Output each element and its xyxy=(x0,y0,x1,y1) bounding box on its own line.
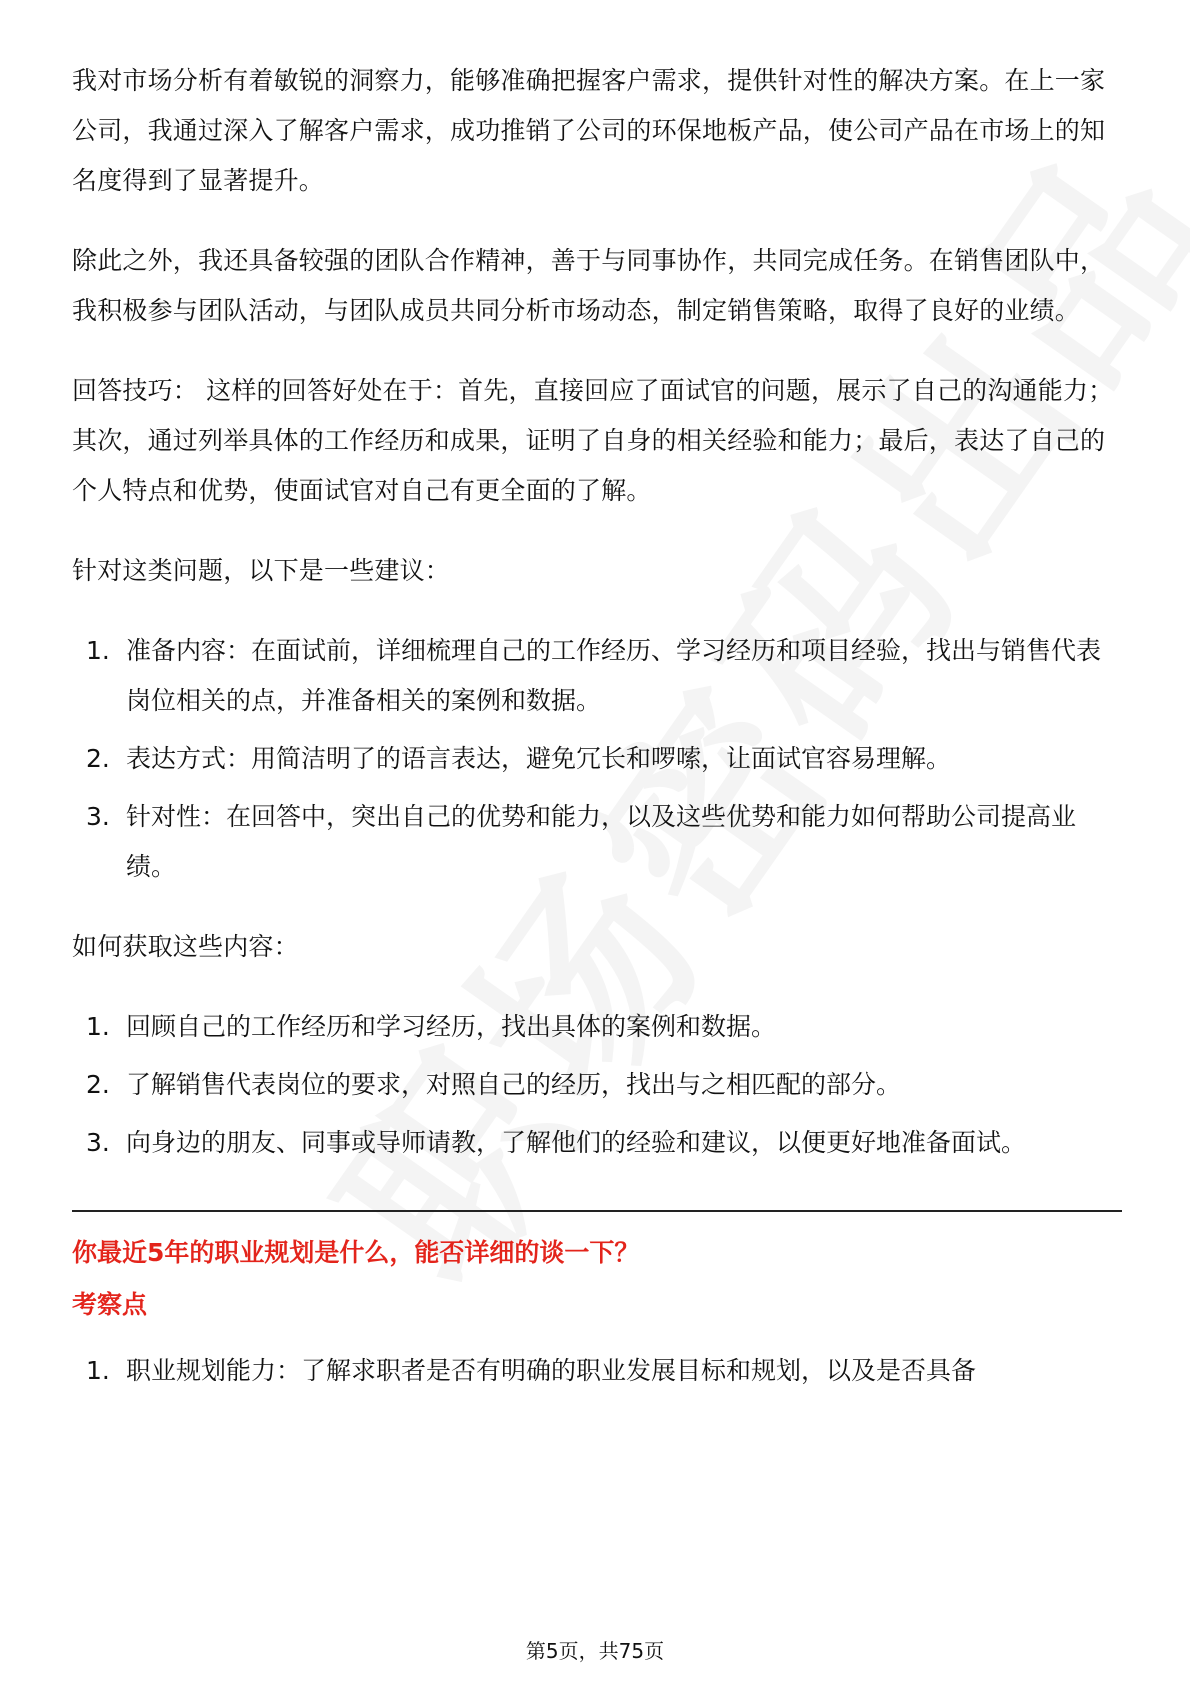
paragraph-suggestions-intro: 针对这类问题，以下是一些建议： xyxy=(72,556,451,585)
interview-question-heading: 你最近5年的职业规划是什么，能否详细的谈一下？ xyxy=(72,1238,640,1267)
list-item xyxy=(72,626,1122,726)
section-divider xyxy=(72,1210,1122,1212)
list-item xyxy=(72,792,1122,892)
paragraph-market-insight: 我对市场分析有着敏锐的洞察力，能够准确把握客户需求，提供针对性的解决方案。在上一家公司，我通过深入了解客户需求，成功推销了公司的环保地板产品，使公司产品在市场上的知名度得到了显著提升。 xyxy=(72,66,1106,195)
list-item-text: 准备内容：在面试前，详细梳理自己的工作经历、学习经历和项目经验，找出与销售代表岗位相关的点，并准备相关的案例和数据。 xyxy=(126,636,1102,715)
list-item-number: 3. xyxy=(86,802,110,831)
list-item-number: 1. xyxy=(86,1012,110,1041)
list-item xyxy=(72,1060,1122,1110)
list-item xyxy=(72,1002,1122,1052)
list-item-text: 回顾自己的工作经历和学习经历，找出具体的案例和数据。 xyxy=(126,1012,777,1041)
list-item-text: 针对性：在回答中，突出自己的优势和能力，以及这些优势和能力如何帮助公司提高业绩。 xyxy=(126,802,1077,881)
list-item-number: 1. xyxy=(86,636,110,665)
list-item-number: 2. xyxy=(86,1070,110,1099)
page-number-footer: 第5页，共75页 xyxy=(525,1639,665,1663)
focus-points-list xyxy=(72,1346,1122,1396)
list-item-text: 表达方式：用简洁明了的语言表达，避免冗长和啰嗦，让面试官容易理解。 xyxy=(126,744,952,773)
list-item xyxy=(72,1346,1122,1396)
list-item-text: 向身边的朋友、同事或导师请教，了解他们的经验和建议，以便更好地准备面试。 xyxy=(126,1128,1027,1157)
list-item-number: 1. xyxy=(86,1356,110,1385)
paragraph-answer-tips: 回答技巧： 这样的回答好处在于：首先，直接回应了面试官的问题，展示了自己的沟通能力；其次，通过列举具体的工作经历和成果，证明了自身的相关经验和能力；最后，表达了自己的个人特点和优势，使面试官对自己有更全面的了解。 xyxy=(72,376,1114,505)
list-item xyxy=(72,734,1122,784)
page-content xyxy=(72,56,1122,1426)
how-to-list xyxy=(72,1002,1122,1168)
paragraph-teamwork: 除此之外，我还具备较强的团队合作精神，善于与同事协作，共同完成任务。在销售团队中，我积极参与团队活动，与团队成员共同分析市场动态，制定销售策略，取得了良好的业绩。 xyxy=(72,246,1106,325)
list-item-number: 3. xyxy=(86,1128,110,1157)
list-item-text: 了解销售代表岗位的要求，对照自己的经历，找出与之相匹配的部分。 xyxy=(126,1070,902,1099)
list-item xyxy=(72,1118,1122,1168)
suggestions-list xyxy=(72,626,1122,892)
paragraph-how-to-intro: 如何获取这些内容： xyxy=(72,932,299,961)
focus-points-heading: 考察点 xyxy=(72,1290,148,1319)
list-item-number: 2. xyxy=(86,744,110,773)
list-item-text: 职业规划能力：了解求职者是否有明确的职业发展目标和规划，以及是否具备 xyxy=(126,1356,977,1385)
